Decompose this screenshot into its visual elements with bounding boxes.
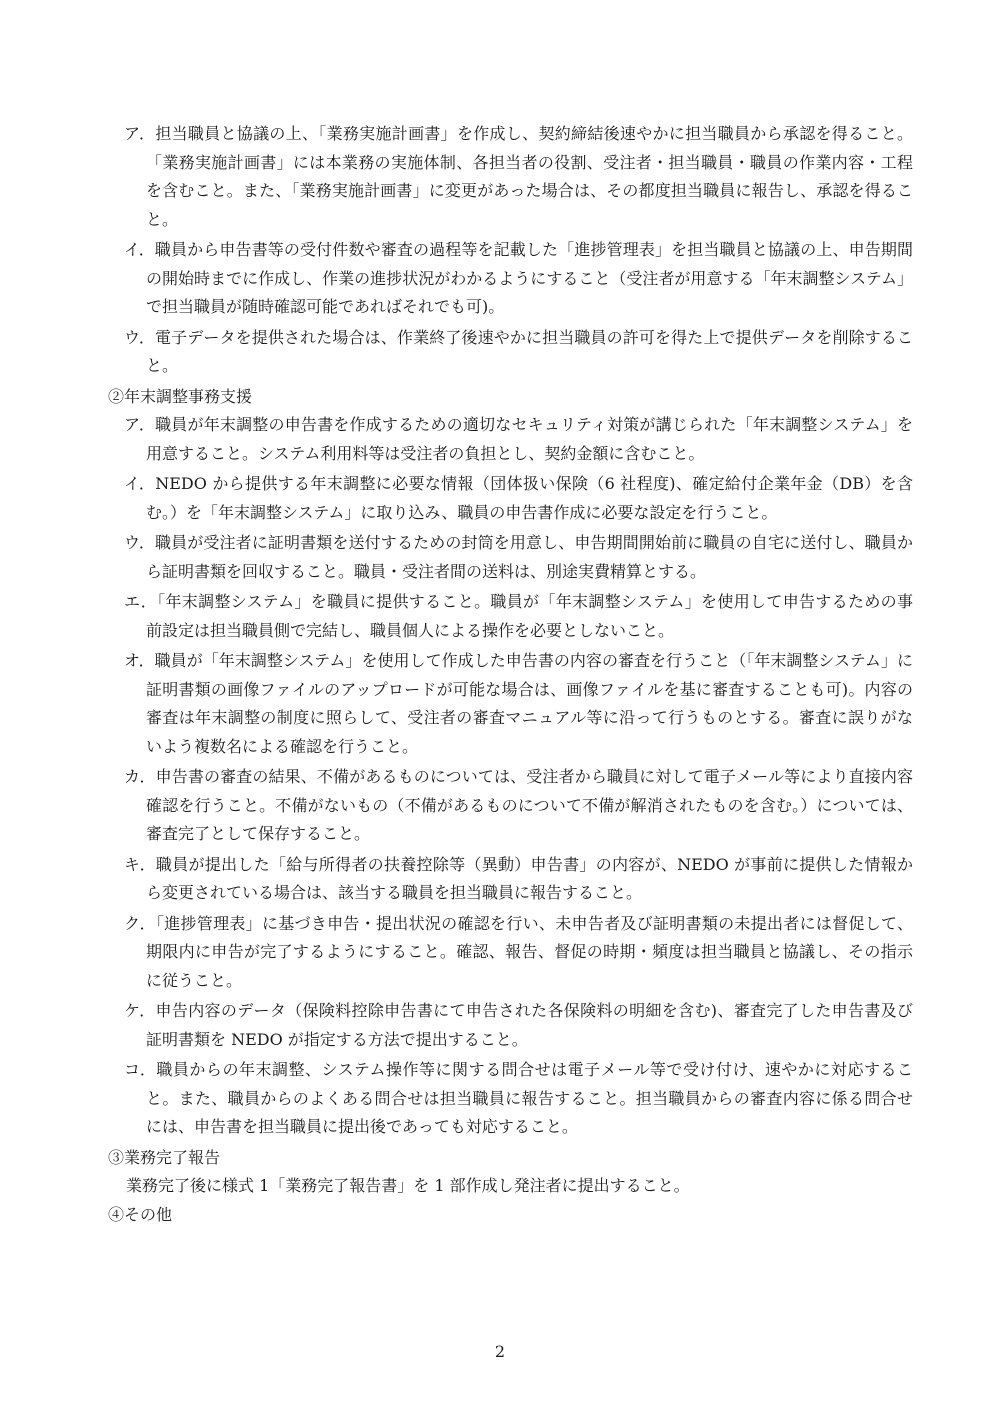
list-item: ウ．職員が受注者に証明書類を送付するための封筒を用意し、申告期間開始前に職員の自宅に送付し、職員から証明書類を回収すること。職員・受注者間の送料は、別途実費精算とする。 xyxy=(124,533,913,581)
list-item: イ．職員から申告書等の受付件数や審査の過程等を記載した「進捗管理表」を担当職員と協議の上、申告期間の開始時までに作成し、作業の進捗状況がわかるようにすること（受注者が用意する「年末調整システム」で担当職員が随時確認可能であればそれでも可)。 xyxy=(124,240,913,316)
list-item: オ．職員が「年末調整システム」を使用して作成した申告書の内容の審査を行うこと（「年末調整システム」に証明書類の画像ファイルのアップロードが可能な場合は、画像ファイルを基に審査することも可)。内容の審査は年末調整の制度に照らして、受注者の審査マニュアル等に沿って行うものとする。審査に誤りがないよう複数名による確認を行うこと。 xyxy=(124,651,913,756)
section-heading: ②年末調整事務支援 xyxy=(108,386,253,406)
page-number: 2 xyxy=(494,1342,506,1361)
section-heading: ③業務完了報告 xyxy=(108,1147,221,1167)
list-item: イ．NEDO から提供する年末調整に必要な情報（団体扱い保険（6 社程度)、確定給付企業年金（DB）を含む。）を「年末調整システム」に取り込み、職員の申告書作成に必要な設定を行うこと。 xyxy=(124,474,913,522)
list-item: ア．職員が年末調整の申告書を作成するための適切なセキュリティ対策が講じられた「年末調整システム」を用意すること。システム利用料等は受注者の負担とし、契約金額に含むこと。 xyxy=(124,415,913,463)
section1-items xyxy=(108,120,913,381)
list-item: ク．「進捗管理表」に基づき申告・提出状況の確認を行い、未申告者及び証明書類の未提出者には督促して、期限内に申告が完了するようにすること。確認、報告、督促の時期・頻度は担当職員と協議し、その指示に従うこと。 xyxy=(124,913,913,990)
list-item: エ．「年末調整システム」を職員に提供すること。職員が「年末調整システム」を使用して申告するための事前設定は担当職員側で完結し、職員個人による操作を必要としないこと。 xyxy=(124,592,913,640)
list-item: カ．申告書の審査の結果、不備があるものについては、受注者から職員に対して電子メール等により直接内容確認を行うこと。不備がないもの（不備があるものについて不備が解消されたものを含む。）については、審査完了として保存すること。 xyxy=(124,767,913,843)
list-item: ウ．電子データを提供された場合は、作業終了後速やかに担当職員の許可を得た上で提供データを削除すること。 xyxy=(124,327,913,375)
list-item: ア．担当職員と協議の上、「業務実施計画書」を作成し、契約締結後速やかに担当職員から承認を得ること。「業務実施計画書」には本業務の実施体制、各担当者の役割、受注者・担当職員・職員の作業内容・工程を含むこと。また、「業務実施計画書」に変更があった場合は、その都度担当職員に報告し、承認を得ること。 xyxy=(124,124,913,229)
list-item: キ．職員が提出した「給与所得者の扶養控除等（異動）申告書」の内容が、NEDO が事前に提供した情報から変更されている場合は、該当する職員を担当職員に報告すること。 xyxy=(124,854,913,902)
list-item: ケ．申告内容のデータ（保険料控除申告書にて申告された各保険料の明細を含む)、審査完了した申告書及び証明書類を NEDO が指定する方法で提出すること。 xyxy=(124,1001,913,1049)
section-body: 業務完了後に様式 1「業務完了報告書」を 1 部作成し発注者に提出すること。 xyxy=(126,1176,690,1195)
page-content xyxy=(108,120,913,1229)
section-heading: ④その他 xyxy=(108,1204,173,1224)
section2-items xyxy=(108,411,913,1142)
list-item: コ．職員からの年末調整、システム操作等に関する問合せは電子メール等で受け付け、速やかに対応すること。また、職員からのよくある問合せは担当職員に報告すること。担当職員からの審査内容に係る問合せには、申告書を担当職員に提出後であっても対応すること。 xyxy=(124,1060,913,1136)
